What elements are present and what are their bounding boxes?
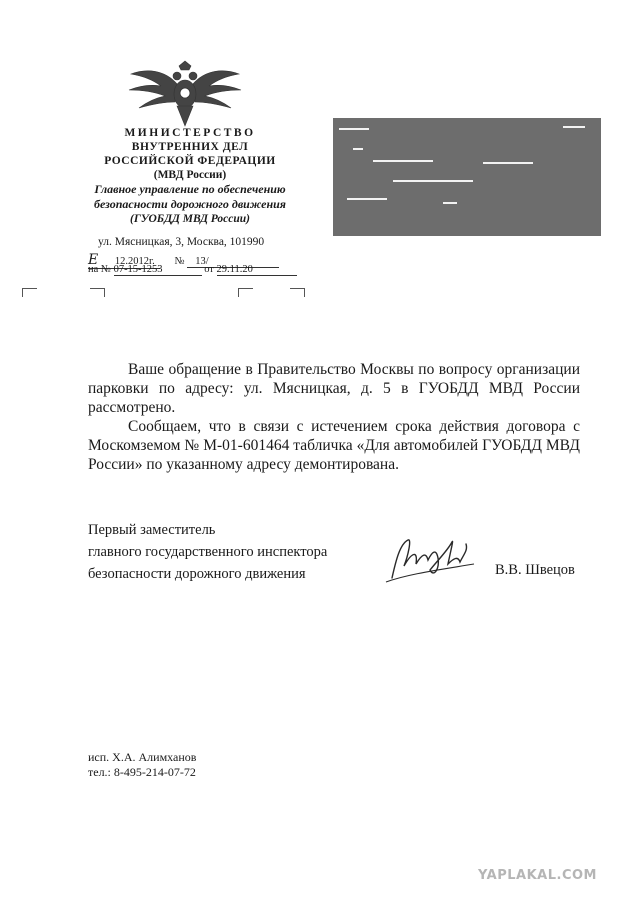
site-watermark: YAPLAKAL.COM	[478, 868, 597, 883]
executor-name: исп. Х.А. Алимханов	[88, 750, 197, 764]
signatory-title	[88, 519, 327, 585]
body-paragraph-2: Сообщаем, что в связи с истечением срока действия договора с Москомземом № М-01-601464 табличка «Для автомобилей ГУОБДД МВД России» по указанному адресу демонтирована.	[88, 418, 580, 473]
incoming-reference	[88, 264, 297, 276]
ministry-title: МИНИСТЕРСТВО	[124, 127, 256, 139]
body-paragraph-1: Ваше обращение в Правительство Москвы по вопросу организации парковки по адресу: ул. Мясницкая, д. 5 в ГУОБДД МВД России рассмотрено.	[88, 361, 580, 416]
signatory-name: В.В. Швецов	[495, 562, 575, 578]
corner-mark	[238, 288, 253, 297]
letter-date: 12.2012г.	[114, 256, 155, 267]
reference-number: 07-15-1253	[113, 264, 163, 275]
signatory-title-line-3: безопасности дорожного движения	[88, 566, 306, 582]
redacted-addressee-block	[333, 118, 601, 236]
reference-from-label: от	[204, 264, 214, 275]
date-handwritten: Е	[88, 252, 99, 268]
executor-phone: тел.: 8-495-214-07-72	[88, 765, 196, 779]
reference-label: на №	[88, 264, 111, 275]
reference-date: 29.11.20	[216, 264, 253, 275]
letter-number: 13/	[195, 256, 209, 267]
handwritten-signature	[378, 530, 488, 595]
ministry-abbr: (МВД России)	[153, 169, 227, 181]
letter-body	[88, 360, 580, 474]
corner-mark	[290, 288, 305, 297]
number-label: №	[174, 256, 185, 267]
executor-info	[88, 750, 196, 780]
signatory-title-line-2: главного государственного инспектора	[88, 544, 328, 560]
ministry-subtitle: ВНУТРЕННИХ ДЕЛ	[131, 141, 249, 153]
federation-title: РОССИЙСКОЙ ФЕДЕРАЦИИ	[104, 155, 276, 167]
department-line-1: Главное управление по обеспечению	[94, 182, 286, 196]
corner-mark	[90, 288, 105, 297]
ministry-header	[60, 126, 320, 226]
department-line-2: безопасности дорожного движения	[94, 197, 286, 211]
ministry-address: ул. Мясницкая, 3, Москва, 101990	[98, 236, 265, 248]
signatory-title-line-1: Первый заместитель	[88, 522, 216, 538]
department-abbr: (ГУОБДД МВД России)	[129, 213, 250, 225]
corner-mark	[22, 288, 37, 297]
